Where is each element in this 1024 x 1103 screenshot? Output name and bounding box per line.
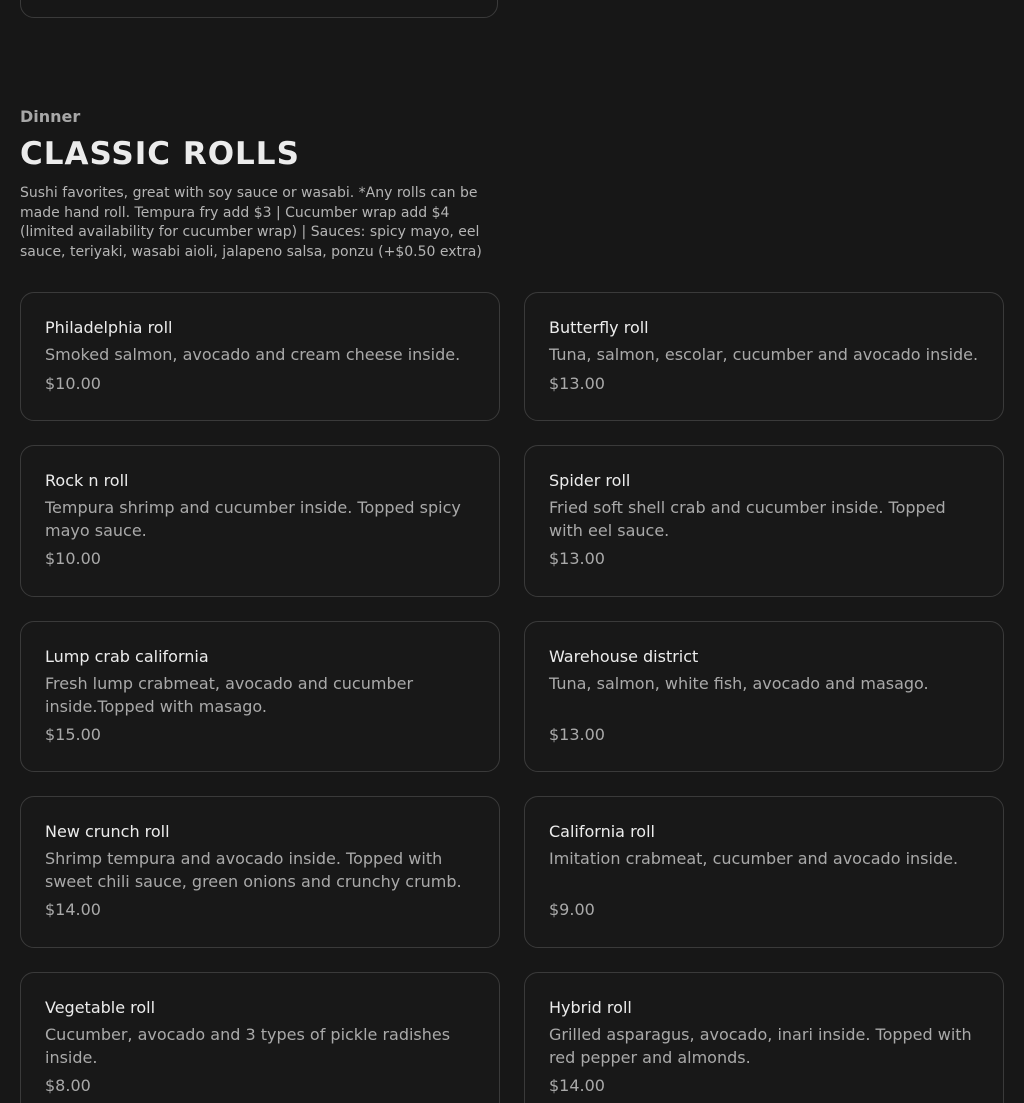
menu-items-grid <box>20 292 1004 1103</box>
menu-item-description: Tempura shrimp and cucumber inside. Topped spicy mayo sauce. <box>45 498 461 540</box>
menu-item-card[interactable] <box>20 292 500 421</box>
menu-item-price: $13.00 <box>549 725 605 744</box>
menu-item-price: $8.00 <box>45 1076 91 1095</box>
menu-item-description: Tuna, salmon, escolar, cucumber and avocado inside. <box>549 345 979 364</box>
menu-item-price: $13.00 <box>549 373 605 393</box>
menu-item-card[interactable] <box>524 796 1004 948</box>
menu-item-name: Rock n roll <box>45 471 129 490</box>
menu-item-price: $10.00 <box>45 373 101 393</box>
menu-item-card[interactable] <box>20 972 500 1103</box>
previous-menu-card[interactable] <box>20 0 498 18</box>
section-kicker: Dinner <box>20 107 81 126</box>
menu-item-name: Butterfly roll <box>549 318 649 337</box>
menu-item-description: Tuna, salmon, white fish, avocado and masago. <box>549 674 929 693</box>
menu-item-description: Fresh lump crabmeat, avocado and cucumber inside.Topped with masago. <box>45 674 414 716</box>
menu-item-card[interactable] <box>524 972 1004 1103</box>
menu-item-description: Shrimp tempura and avocado inside. Topped with sweet chili sauce, green onions and crunchy crumb. <box>45 849 462 891</box>
menu-item-description: Cucumber, avocado and 3 types of pickle radishes inside. <box>45 1025 451 1067</box>
menu-item-price: $14.00 <box>45 900 101 919</box>
menu-item-name: Hybrid roll <box>549 998 632 1017</box>
menu-item-price: $15.00 <box>45 725 101 744</box>
menu-item-price: $13.00 <box>549 549 605 568</box>
menu-item-name: Lump crab california <box>45 647 209 666</box>
menu-item-description: Smoked salmon, avocado and cream cheese inside. <box>45 345 461 364</box>
menu-item-name: Philadelphia roll <box>45 318 173 337</box>
menu-item-price: $14.00 <box>549 1076 605 1095</box>
menu-item-name: California roll <box>549 822 655 841</box>
menu-item-card[interactable] <box>524 445 1004 597</box>
menu-item-name: Spider roll <box>549 471 631 490</box>
menu-item-name: Warehouse district <box>549 647 699 666</box>
menu-item-price: $9.00 <box>549 900 595 919</box>
menu-item-card[interactable] <box>20 621 500 772</box>
menu-item-card[interactable] <box>524 621 1004 772</box>
section-description: Sushi favorites, great with soy sauce or wasabi. *Any rolls can be made hand roll. Tempura fry add $3 | Cucumber wrap add $4 (limited availability for cucumber wrap) | Sauces: spicy mayo, eel sauce, teriyaki, wasabi aioli, jalapeno salsa, ponzu (+$0.50 extra) <box>20 185 482 260</box>
menu-item-description: Imitation crabmeat, cucumber and avocado inside. <box>549 849 959 868</box>
menu-item-price: $10.00 <box>45 549 101 568</box>
menu-item-description: Fried soft shell crab and cucumber inside. Topped with eel sauce. <box>549 498 946 540</box>
menu-item-name: New crunch roll <box>45 822 170 841</box>
menu-item-name: Vegetable roll <box>45 998 156 1017</box>
section-header <box>20 107 500 262</box>
menu-item-card[interactable] <box>524 292 1004 421</box>
section-title: CLASSIC ROLLS <box>20 136 300 172</box>
menu-item-card[interactable] <box>20 796 500 948</box>
menu-item-description: Grilled asparagus, avocado, inari inside. Topped with red pepper and almonds. <box>549 1025 972 1067</box>
menu-item-card[interactable] <box>20 445 500 597</box>
